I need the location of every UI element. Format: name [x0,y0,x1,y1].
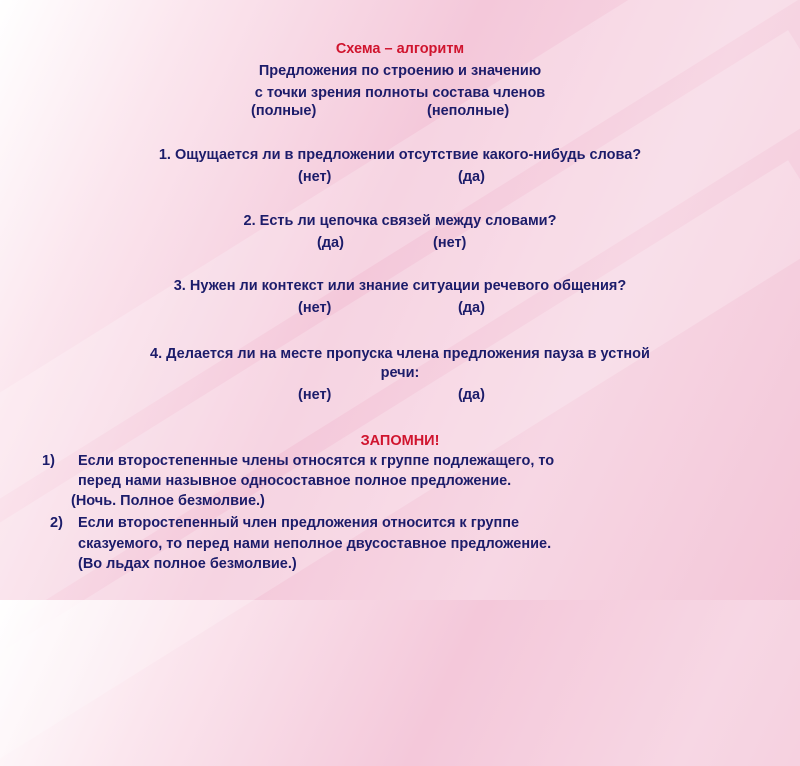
slide-title: Схема – алгоритм [335,41,465,57]
question-2-answer-right: (нет) [433,235,467,251]
question-1: 1. Ощущается ли в предложении отсутствие какого-нибудь слова? [158,147,642,163]
category-full: (полные) [251,103,317,119]
rule-1-example: (Ночь. Полное безмолвие.) [71,493,265,509]
rule-2-example: (Во льдах полное безмолвие.) [78,556,297,572]
question-3: 3. Нужен ли контекст или знание ситуации речевого общения? [173,278,627,294]
subtitle-line-1: Предложения по строению и значению [258,63,542,79]
question-2: 2. Есть ли цепочка связей между словами? [243,213,557,229]
question-1-answer-right: (да) [458,169,485,185]
question-1-answer-left: (нет) [298,169,332,185]
question-4-line-2: речи: [380,365,420,381]
question-3-answer-left: (нет) [298,300,332,316]
rule-2-line-1: Если второстепенный член предложения относится к группе [78,515,520,531]
rule-1-line-2: перед нами назывное односоставное полное предложение. [78,473,512,489]
rule-1-line-1: Если второстепенные члены относятся к группе подлежащего, то [78,453,555,469]
question-2-answer-left: (да) [317,235,344,251]
question-4-answer-right: (да) [458,387,485,403]
remember-heading: ЗАПОМНИ! [360,433,440,449]
rule-2-marker: 2) [50,515,63,531]
rule-2-line-2: сказуемого, то перед нами неполное двусоставное предложение. [78,536,552,552]
subtitle-line-2: с точки зрения полноты состава членов [254,85,546,101]
question-4-answer-left: (нет) [298,387,332,403]
category-incomplete: (неполные) [427,103,510,119]
question-4-line-1: 4. Делается ли на месте пропуска члена предложения пауза в устной [150,346,650,362]
question-3-answer-right: (да) [458,300,485,316]
rule-1-marker: 1) [42,453,55,469]
